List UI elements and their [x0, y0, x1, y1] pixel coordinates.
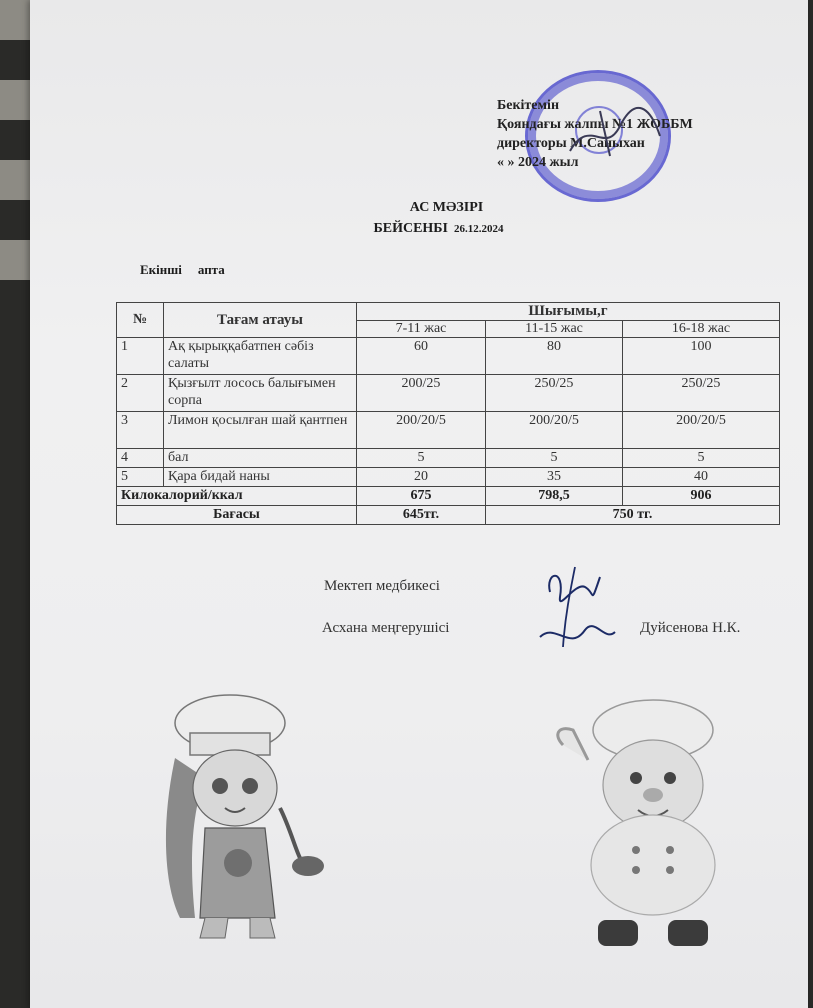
row-no: 2	[117, 375, 164, 412]
dish-name: Лимон қосылған шай қантпен	[164, 412, 357, 449]
menu-table	[116, 302, 780, 525]
handwritten-signature	[530, 562, 620, 662]
yield-value: 20	[357, 468, 486, 487]
yield-value: 5	[486, 449, 623, 468]
kcal-label: Килокалорий/ккал	[117, 487, 357, 506]
dish-name: Қара бидай наны	[164, 468, 357, 487]
boy-chef-illustration	[548, 690, 758, 960]
backdrop-tile	[0, 240, 30, 280]
backdrop-tile	[0, 80, 30, 120]
table-row	[117, 412, 780, 449]
girl-chef-illustration	[150, 688, 350, 948]
yield-value: 60	[357, 338, 486, 375]
approval-line: Бекітемін	[497, 98, 560, 113]
kcal-value: 906	[623, 487, 780, 506]
signatory-name: Дуйсенова Н.К.	[640, 620, 741, 636]
approval-line: директоры М.Саныхан	[497, 136, 645, 151]
yield-value: 200/25	[357, 375, 486, 412]
age-header: 11-15 жас	[486, 321, 623, 338]
menu-title: АС МӘЗІРІ	[409, 200, 484, 215]
yield-value: 250/25	[623, 375, 780, 412]
week-label	[140, 262, 225, 278]
row-no: 3	[117, 412, 164, 449]
price-value: 645тг.	[357, 506, 486, 525]
table-row	[117, 449, 780, 468]
day-name: БЕЙСЕНБІ	[373, 221, 449, 236]
table-row	[117, 338, 780, 375]
yield-value: 5	[357, 449, 486, 468]
price-label: Бағасы	[117, 506, 357, 525]
backdrop-tile	[0, 0, 30, 40]
canteen-label: Асхана меңгерушісі	[322, 620, 450, 636]
price-row	[117, 506, 780, 525]
yield-value: 5	[623, 449, 780, 468]
col-name-header: Тағам атауы	[164, 303, 357, 338]
row-no: 4	[117, 449, 164, 468]
yield-value: 200/20/5	[623, 412, 780, 449]
yield-value: 35	[486, 468, 623, 487]
kcal-value: 675	[357, 487, 486, 506]
table-row	[117, 375, 780, 412]
age-header: 16-18 жас	[623, 321, 780, 338]
table-header-row	[117, 303, 780, 321]
yield-value: 40	[623, 468, 780, 487]
director-signature	[560, 96, 670, 166]
week-word: Екінші	[140, 262, 182, 277]
dish-name: бал	[164, 449, 357, 468]
yield-value: 200/20/5	[486, 412, 623, 449]
dish-name: Қызғылт лосось балығымен сорпа	[164, 375, 357, 412]
yield-value: 80	[486, 338, 623, 375]
col-yield-header: Шығымы,г	[357, 303, 780, 321]
menu-date: 26.12.2024	[454, 223, 504, 235]
approval-line: « » 2024 жыл	[497, 155, 579, 170]
col-no-header: №	[117, 303, 164, 338]
nurse-label: Мектеп медбикесі	[324, 578, 440, 594]
approval-line: Қояндағы жалпы №1 ЖОББМ	[497, 117, 693, 132]
backdrop-tile	[0, 160, 30, 200]
yield-value: 200/20/5	[357, 412, 486, 449]
day-line	[32, 221, 813, 237]
dish-name: Ақ қырыққабатпен сәбіз салаты	[164, 338, 357, 375]
yield-value: 100	[623, 338, 780, 375]
age-header: 7-11 жас	[357, 321, 486, 338]
week-word: апта	[197, 262, 225, 277]
table-row	[117, 468, 780, 487]
yield-value: 250/25	[486, 375, 623, 412]
price-value: 750 тг.	[486, 506, 780, 525]
kcal-value: 798,5	[486, 487, 623, 506]
row-no: 5	[117, 468, 164, 487]
kcal-row	[117, 487, 780, 506]
row-no: 1	[117, 338, 164, 375]
